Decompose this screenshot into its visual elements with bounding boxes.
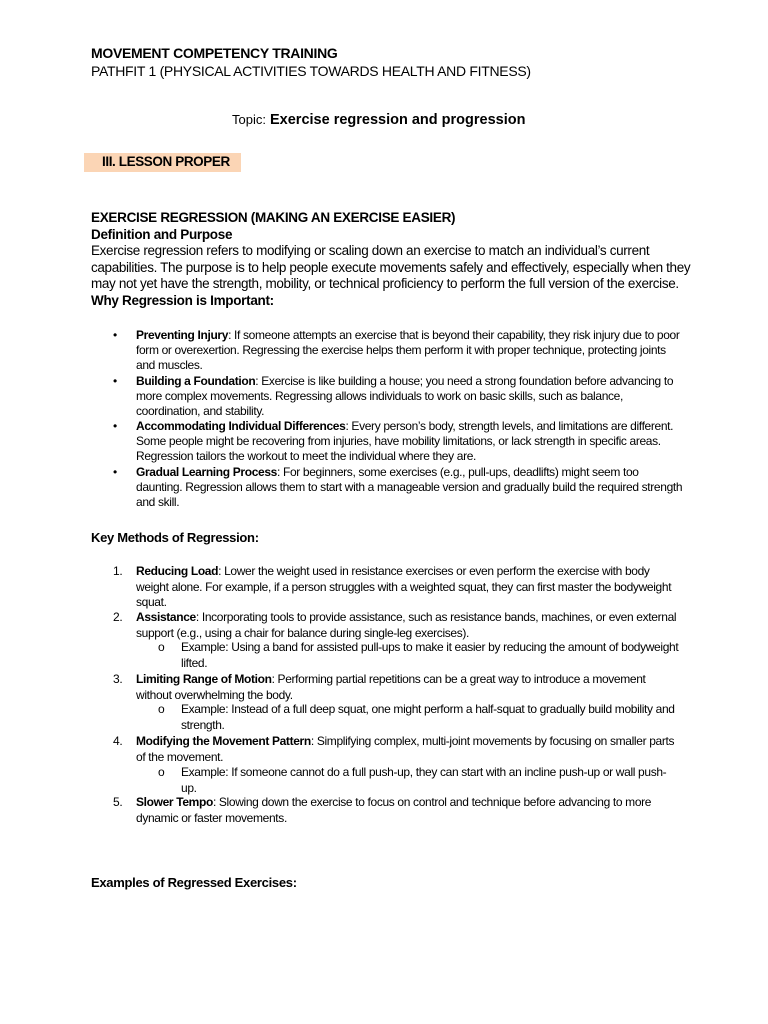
method-item xyxy=(136,734,684,765)
method-text: : Incorporating tools to provide assistance, such as resistance bands, machines, or even external support (e.g., using a chair for balance during single-leg exercises). xyxy=(136,610,677,640)
examples-heading: Examples of Regressed Exercises: xyxy=(91,875,297,890)
why-item-text: : If someone attempts an exercise that is beyond their capability, they risk injury due to poor form or overexertion. Regressing the exercise helps them perform it with proper technique, protecting joints and muscles. xyxy=(136,328,680,372)
list-number: 5. xyxy=(113,795,123,809)
why-item-term: Building a Foundation xyxy=(136,374,256,388)
bullet-icon: • xyxy=(113,419,118,433)
definition-paragraph: Exercise regression refers to modifying or scaling down an exercise to match an individual’s current capabilities. The purpose is to help people execute movements safely and effectively, especially when they may not yet have the strength, mobility, or technical proficiency to perform the full version of the exercise. xyxy=(91,243,691,291)
why-item-term: Preventing Injury xyxy=(136,328,229,342)
lesson-proper-heading: III. LESSON PROPER xyxy=(102,154,230,169)
methods-heading: Key Methods of Regression: xyxy=(91,530,259,545)
topic-label: Topic: xyxy=(232,112,266,127)
why-item-term: Gradual Learning Process xyxy=(136,465,277,479)
method-text: : Performing partial repetitions can be a great way to introduce a movement without overwhelming the body. xyxy=(136,672,646,702)
method-term: Assistance xyxy=(136,610,196,624)
bullet-icon: • xyxy=(113,374,118,388)
method-item xyxy=(136,564,684,611)
sub-bullet-icon: o xyxy=(158,765,165,779)
list-number: 4. xyxy=(113,734,123,748)
method-example: Example: Using a band for assisted pull-ups to make it easier by reducing the amount of bodyweight lifted. xyxy=(181,640,679,670)
method-term: Reducing Load xyxy=(136,564,219,578)
list-number: 1. xyxy=(113,564,123,578)
method-item xyxy=(136,610,684,641)
lesson-proper-banner xyxy=(84,153,241,172)
method-item xyxy=(136,672,684,703)
method-text: : Lower the weight used in resistance exercises or even perform the exercise with body weight alone. For example, if a person struggles with a weighted squat, they can first master the bodyweight squat. xyxy=(136,564,672,609)
topic-line xyxy=(232,112,525,128)
topic-value: Exercise regression and progression xyxy=(270,112,526,128)
document-title: MOVEMENT COMPETENCY TRAINING xyxy=(91,45,338,61)
method-text: : Simplifying complex, multi-joint movements by focusing on smaller parts of the movement. xyxy=(136,734,675,764)
bullet-icon: • xyxy=(113,465,118,479)
method-term: Slower Tempo xyxy=(136,795,213,809)
method-term: Modifying the Movement Pattern xyxy=(136,734,311,748)
bullet-icon: • xyxy=(113,328,118,342)
method-example: Example: If someone cannot do a full push-up, they can start with an incline push-up or wall push-up. xyxy=(181,765,667,795)
definition-heading: Definition and Purpose xyxy=(91,227,233,242)
method-term: Limiting Range of Motion xyxy=(136,672,272,686)
course-name: PATHFIT 1 (PHYSICAL ACTIVITIES TOWARDS HEALTH AND FITNESS) xyxy=(91,63,531,79)
method-item xyxy=(136,795,684,826)
why-item-text: : For beginners, some exercises (e.g., pull-ups, deadlifts) might seem too daunting. Regression allows them to start with a manageable version and gradually build the required strength and skill. xyxy=(136,465,683,509)
why-item xyxy=(136,328,684,373)
list-number: 2. xyxy=(113,610,123,624)
sub-bullet-icon: o xyxy=(158,702,165,716)
why-item xyxy=(136,419,684,464)
section-title: EXERCISE REGRESSION (MAKING AN EXERCISE EASIER) xyxy=(91,210,456,225)
why-item-text: : Exercise is like building a house; you need a strong foundation before advancing to more complex movements. Regressing allows individuals to work on basic skills, such as balance, coordination, and stability. xyxy=(136,374,674,418)
why-item xyxy=(136,374,684,419)
method-example: Example: Instead of a full deep squat, one might perform a half-squat to gradually build mobility and strength. xyxy=(181,702,675,732)
sub-bullet-icon: o xyxy=(158,640,165,654)
why-item-text: : Every person’s body, strength levels, and limitations are different. Some people might be recovering from injuries, have mobility limitations, or lack strength in specific areas. Regression tailors the workout to meet the individual where they are. xyxy=(136,419,674,463)
method-text: : Slowing down the exercise to focus on control and technique before advancing to more dynamic or faster movements. xyxy=(136,795,652,825)
why-item xyxy=(136,465,684,510)
why-heading: Why Regression is Important: xyxy=(91,293,274,308)
list-number: 3. xyxy=(113,672,123,686)
why-item-term: Accommodating Individual Differences xyxy=(136,419,346,433)
